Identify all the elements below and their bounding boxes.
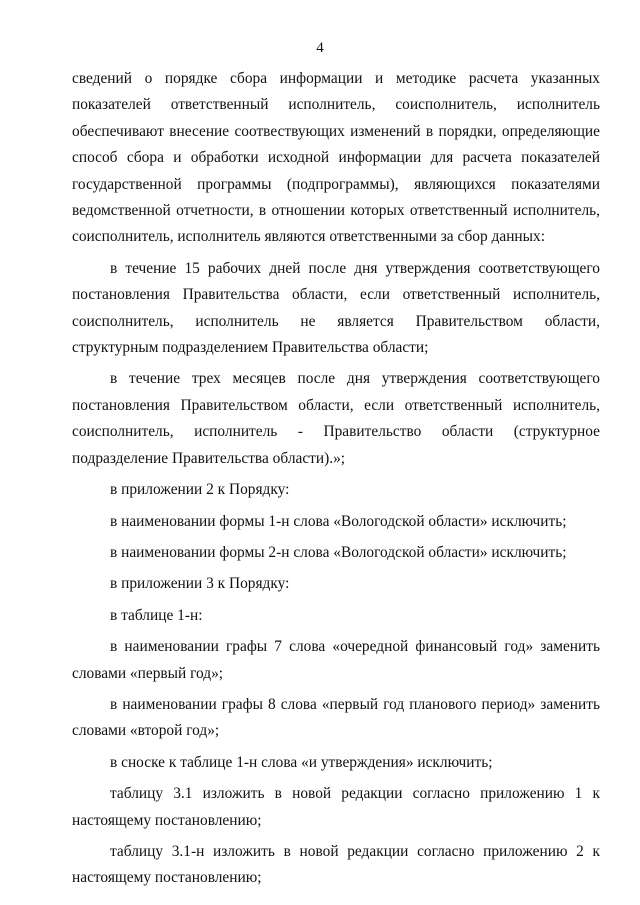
- paragraph: таблицу 3.1 изложить в новой редакции согласно приложению 1 к настоящему постановлению;: [72, 785, 600, 829]
- paragraph: в приложении 3 к Порядку:: [110, 575, 290, 593]
- paragraph: в сноске к таблице 1-н слова «и утверждения» исключить;: [110, 753, 493, 771]
- paragraph: в приложении 2 к Порядку:: [110, 481, 290, 499]
- paragraph: таблицу 3.1-н изложить в новой редакции согласно приложению 2 к настоящему постановлению;: [72, 842, 600, 887]
- paragraph: в наименовании формы 2-н слова «Вологодской области» исключить;: [110, 543, 567, 561]
- paragraph: в течение 15 рабочих дней после дня утверждения соответствующего постановления Правительства области, если ответственный исполнитель, соисполнитель, исполнитель не является Правительством области, структурным подразделением Правительства области;: [72, 259, 600, 357]
- paragraph: в таблице 1-н:: [110, 606, 203, 624]
- paragraph: в наименовании графы 7 слова «очередной финансовый год» заменить словами «первый год»;: [72, 638, 600, 682]
- document-body: [72, 66, 600, 892]
- paragraph: в наименовании графы 8 слова «первый год планового период» заменить словами «второй год»;: [72, 695, 600, 740]
- paragraph: в наименовании формы 1-н слова «Вологодской области» исключить;: [110, 512, 567, 530]
- paragraph: в течение трех месяцев после дня утверждения соответствующего постановления Правительством области, если ответственный исполнитель, соисполнитель, исполнитель - Правительство области (структурное подразделение Правительства области).»;: [72, 370, 600, 467]
- paragraph-continuation: сведений о порядке сбора информации и методике расчета указанных показателей ответственный исполнитель, соисполнитель, исполнитель обеспечивают внесение соотвествующих изменений в порядки, определяющие способ сбора и обработки исходной информации для расчета показателей государственной программы (подпрограммы), являющихся показателями ведомственной отчетности, в отношении которых ответственный исполнитель, соисполнитель, исполнитель являются ответственными за сбор данных:: [72, 70, 600, 246]
- page-number: 4: [316, 40, 324, 56]
